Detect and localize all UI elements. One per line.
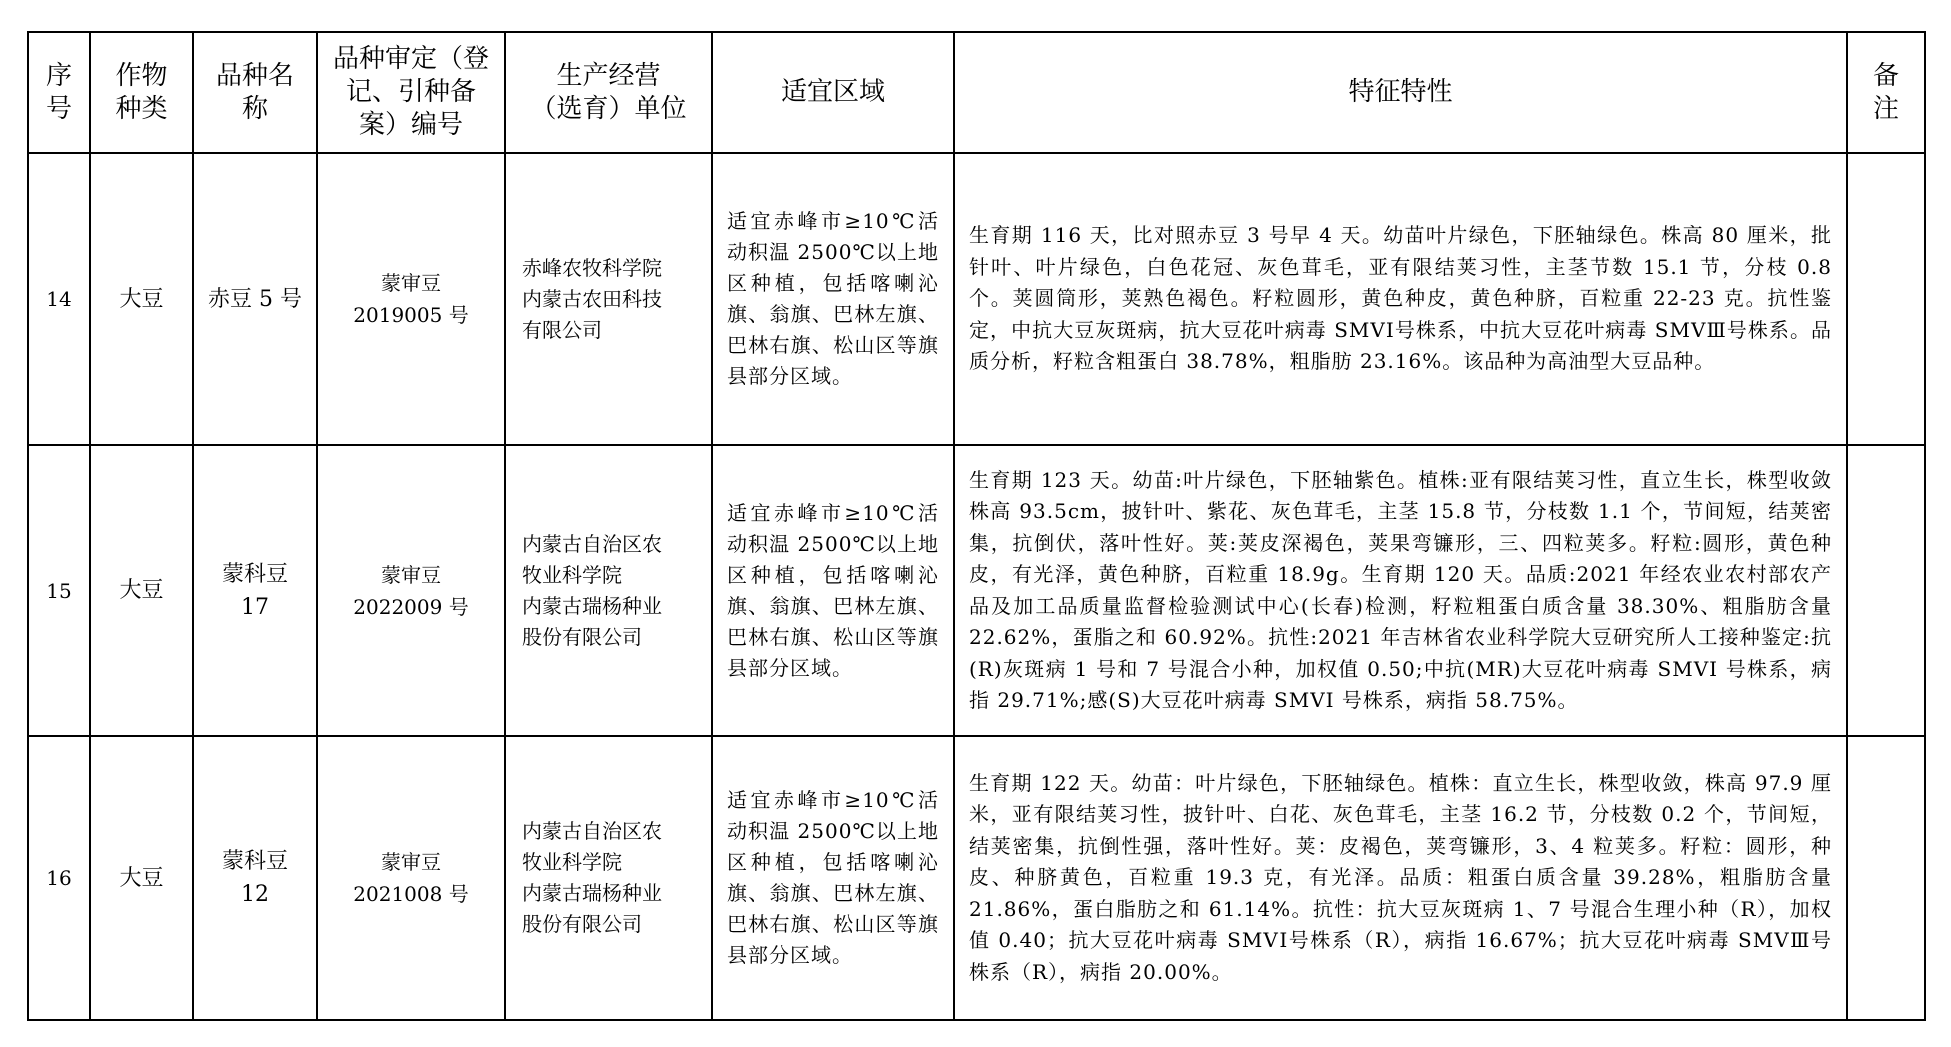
- cell-traits: 生育期 122 天。幼苗：叶片绿色，下胚轴绿色。植株：直立生长，株型收敛，株高 97.9 厘米，亚有限结荚习性，披针叶、白花、灰色茸毛，主茎 16.2 节，分枝数 0.2 个，节间短，结荚密集，抗倒性强，落叶性好。荚：皮褐色，荚弯镰形，3、4 粒荚多。籽粒：圆形，种皮、种脐黄色，百粒重 19.3 克，有光泽。品质：粗蛋白质含量 39.28%，粗脂肪含量 21.86%，蛋白脂肪之和 61.14%。抗性：抗大豆灰斑病 1、7 号混合生理小种（R），加权值 0.40；抗大豆花叶病毒 SMVⅠ号株系（R），病指 16.67%；抗大豆花叶病毒 SMVⅢ号株系（R），病指 20.00%。: [954, 736, 1847, 1020]
- cell-remarks: [1847, 445, 1925, 736]
- cell-approval-no: 蒙审豆 2022009 号: [317, 445, 505, 736]
- cell-region: 适宜赤峰市≥10℃活动积温 2500℃以上地区种植，包括喀喇沁旗、翁旗、巴林左旗、巴林右旗、松山区等旗县部分区域。: [712, 445, 954, 736]
- cell-traits: 生育期 116 天，比对照赤豆 3 号早 4 天。幼苗叶片绿色，下胚轴绿色。株高 80 厘米，批针叶、叶片绿色，白色花冠、灰色茸毛，亚有限结荚习性，主茎节数 15.1 节，分枝 0.8 个。荚圆筒形，荚熟色褐色。籽粒圆形，黄色种皮，黄色种脐，百粒重 22-23 克。抗性鉴定，中抗大豆灰斑病，抗大豆花叶病毒 SMVⅠ号株系，中抗大豆花叶病毒 SMVⅢ号株系。品质分析，籽粒含粗蛋白 38.78%，粗脂肪 23.16%。该品种为高油型大豆品种。: [954, 153, 1847, 445]
- header-crop: 作物 种类: [90, 32, 193, 153]
- header-approval-no: 品种审定（登 记、引种备 案）编号: [317, 32, 505, 153]
- header-index: 序 号: [28, 32, 90, 153]
- cell-crop: 大豆: [90, 736, 193, 1020]
- table-row: [28, 445, 1925, 736]
- cell-producer: 赤峰农牧科学院 内蒙古农田科技 有限公司: [505, 153, 712, 445]
- cell-region: 适宜赤峰市≥10℃活动积温 2500℃以上地区种植，包括喀喇沁旗、翁旗、巴林左旗、巴林右旗、松山区等旗县部分区域。: [712, 153, 954, 445]
- cell-remarks: [1847, 153, 1925, 445]
- cell-variety: 赤豆 5 号: [193, 153, 317, 445]
- cell-crop: 大豆: [90, 153, 193, 445]
- cell-approval-no: 蒙审豆 2021008 号: [317, 736, 505, 1020]
- cell-variety: 蒙科豆 17: [193, 445, 317, 736]
- cell-index: 14: [28, 153, 90, 445]
- cell-approval-no: 蒙审豆 2019005 号: [317, 153, 505, 445]
- header-variety: 品种名 称: [193, 32, 317, 153]
- table-row: [28, 736, 1925, 1020]
- cell-crop: 大豆: [90, 445, 193, 736]
- header-region: 适宜区域: [712, 32, 954, 153]
- header-producer: 生产经营 （选育）单位: [505, 32, 712, 153]
- cell-producer: 内蒙古自治区农 牧业科学院 内蒙古瑞杨种业 股份有限公司: [505, 445, 712, 736]
- table-row: [28, 153, 1925, 445]
- cell-traits: 生育期 123 天。幼苗:叶片绿色，下胚轴紫色。植株:亚有限结荚习性，直立生长，株型收敛株高 93.5cm，披针叶、紫花、灰色茸毛，主茎 15.8 节，分枝数 1.1 个，节间短，结荚密集，抗倒伏，落叶性好。荚:荚皮深褐色，荚果弯镰形，三、四粒荚多。籽粒:圆形，黄色种皮，有光泽，黄色种脐，百粒重 18.9g。生育期 120 天。品质:2021 年经农业农村部农产品及加工品质量监督检验测试中心(长春)检测，籽粒粗蛋白质含量 38.30%、粗脂肪含量 22.62%，蛋脂之和 60.92%。抗性:2021 年吉林省农业科学院大豆研究所人工接种鉴定:抗(R)灰斑病 1 号和 7 号混合小种，加权值 0.50;中抗(MR)大豆花叶病毒 SMVI 号株系，病指 29.71%;感(S)大豆花叶病毒 SMVI 号株系，病指 58.75%。: [954, 445, 1847, 736]
- cell-region: 适宜赤峰市≥10℃活动积温 2500℃以上地区种植，包括喀喇沁旗、翁旗、巴林左旗、巴林右旗、松山区等旗县部分区域。: [712, 736, 954, 1020]
- header-remarks: 备 注: [1847, 32, 1925, 153]
- cell-index: 16: [28, 736, 90, 1020]
- cell-remarks: [1847, 736, 1925, 1020]
- header-traits: 特征特性: [954, 32, 1847, 153]
- cell-producer: 内蒙古自治区农 牧业科学院 内蒙古瑞杨种业 股份有限公司: [505, 736, 712, 1020]
- variety-table: [27, 31, 1926, 1021]
- cell-variety: 蒙科豆 12: [193, 736, 317, 1020]
- table-header-row: [28, 32, 1925, 153]
- cell-index: 15: [28, 445, 90, 736]
